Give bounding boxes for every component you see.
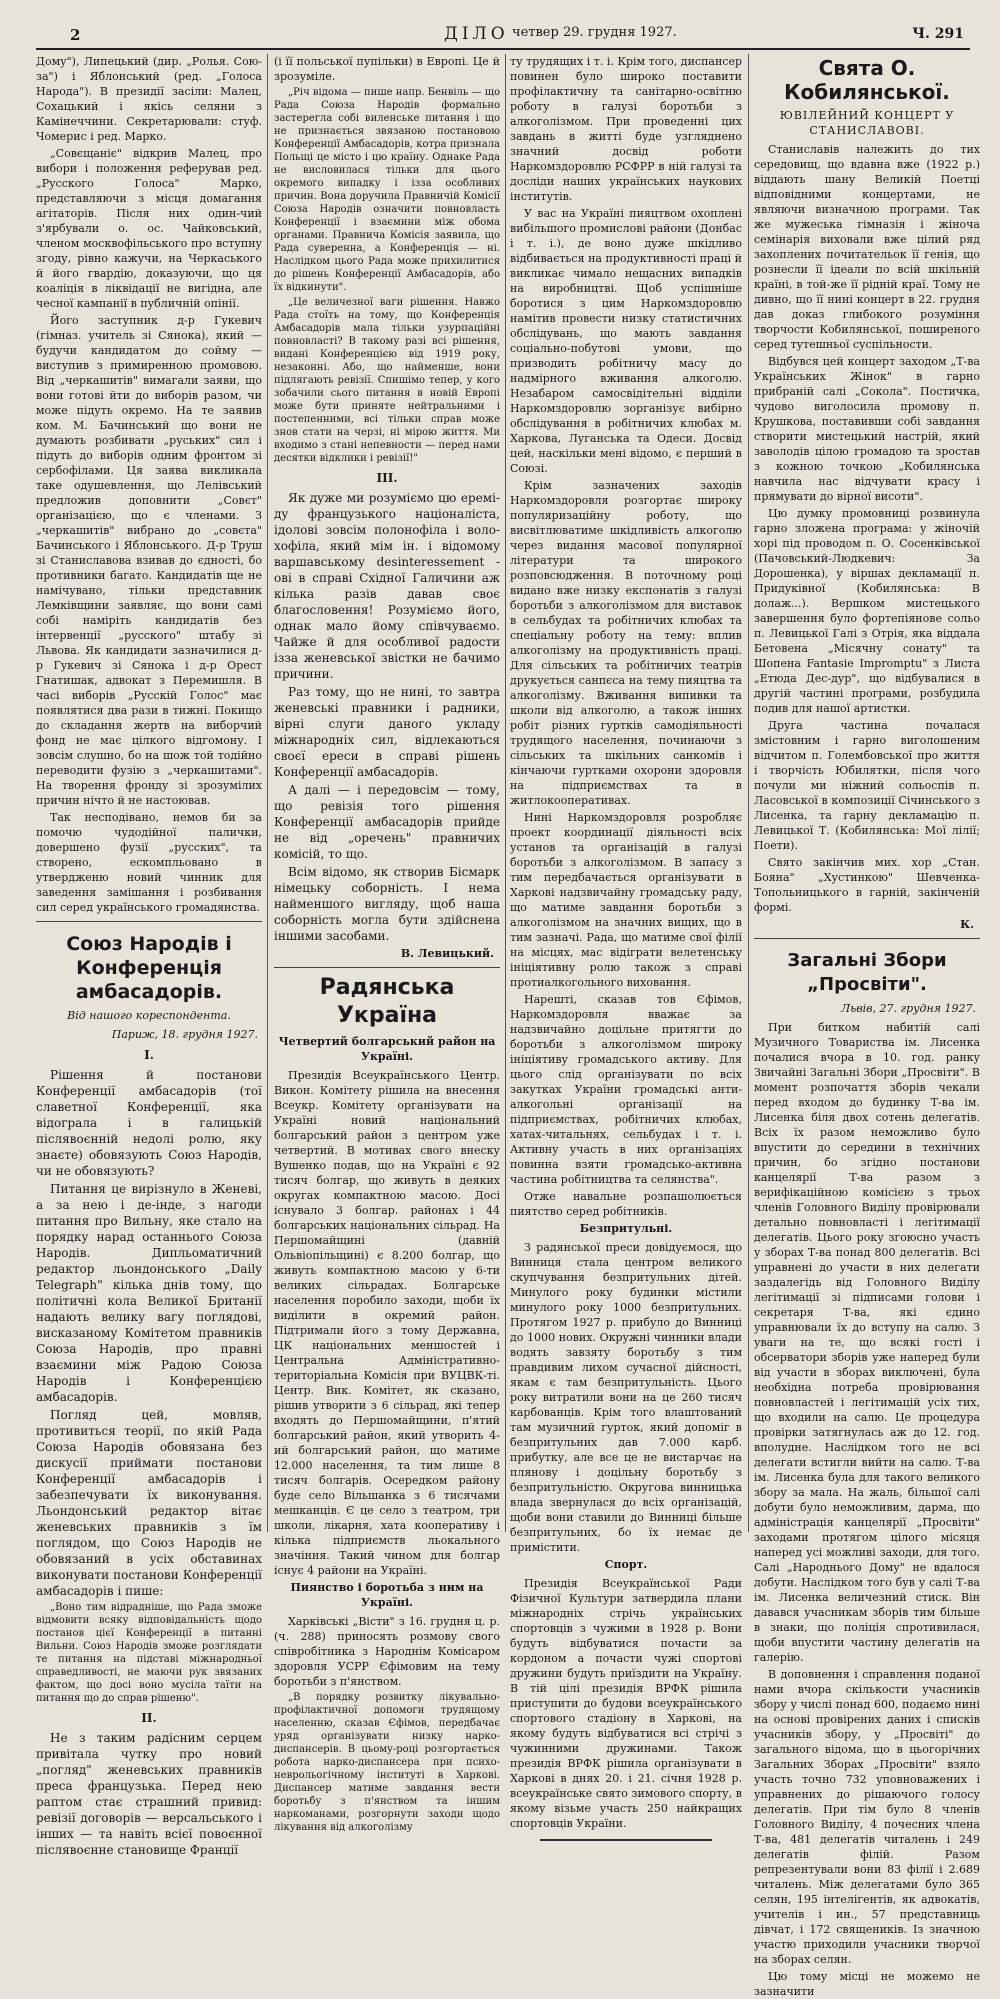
article-text: „Совєщаніє" відкрив Малец, про вибори і положення реферував ред. „Русского Голоса" Марко, представляючи з місця домагання агітаторів. Після них один-чий з'ярбували о. ос. Чайковський, членом москвофільського про вступну згоду, рівно кажучи, на Черкаського й його гвардію, доказуючи, що ця коаліція в ліквідації не вигідна, але чесної кампанії в публичній опінії. bbox=[36, 147, 262, 310]
quote-text: „Це величезної ваги рішення. Навжо Рада стоїть на тому, що Конференція Амбасадорів мала тільки узурпаційні повновласті? В такому разі всі рішення, видані Конференцією від 1919 року, незаконні. Або, що найменше, вони підлягають ревізії. Спишімо тепер, у кого зобачили сього питання в новій Европі може бути приняте нейтральними і постепенними, всі тільки справ може знов стати на черзі, ні мірою життя. Ми входимо з стані непевности — перед нами десятки відклики і ревізії!" bbox=[274, 297, 500, 464]
section-number: II. bbox=[141, 1711, 157, 1725]
subheadline: Четвертий болгарський район на Україні. bbox=[278, 1035, 496, 1063]
column-3 bbox=[510, 54, 742, 1830]
article-text: Крім зазначених заходів Наркомздоровля розгортає широку популяризаційну роботу, що висвітлюватиме шкідливість алкоголю через видання масової популярної літератури та широкого розповсюдження. В поточному році видано вже низку експонатів з галузі боротьби з алкоголізмом для виставок в сельбудах та робітничих клюбах та спеціальну роботу на тему: вплив алкоголізму на продуктивність праці. Для сільських та робітничих театрів друкується санпєса на тему пияцтва та алкоголізму. Вживання випивки та школи від алкоголю, а також інших робіт різних гуртків самодіяльності трудящого населення, починаючи з сільських та шкільних санкомів і кінчаючи гуртками охорони здоровля на підприємствах та в житлокооперативах. bbox=[510, 479, 742, 807]
article-text: Нарешті, сказав тов Єфімов, Наркомздоровля вважає за надзвичайно доцільне притягти до боротьби з алкоголізмом широку ініціятиву громадського активу. Для цього слід організувати по всіх закутках України громадські анти-алкогольні організації на підприємствах, робітничих клюбах, хатах-читальнях, сельбудах і т. і. Активну участь в них органiзаціях повинна взяти громадсько-активна частина робітництва та селянства". bbox=[510, 993, 742, 1186]
dateline: Львів, 27. грудня 1927. bbox=[841, 1002, 976, 1015]
section-headline: Радянська Україна bbox=[319, 975, 455, 1028]
article-text: ту трудящих і т. і. Крім того, диспансер повинен було широко поставити профілактичну та санітарно-освітню роботу в галузі боротьби з алкоголізмом. При проведенні цих завдань в житті буде узгляднено значний досвід роботи Наркомздоровлю РСФРР в ній галузі та досліди наших українських наукових інститутів. bbox=[510, 55, 742, 203]
article-text: Не з таким радісним серцем привітала чутку про новий „погляд" женевських правників преса французька. Перед нею раптом стає страшний привид: ревізії договорів — версальського і інших — та навіть всієї повоєнної післявоєнне становище Франції bbox=[36, 1731, 262, 1857]
article-text: Дому"), Липецький (дир. „Ролья. Сою-за") і Яблонський (ред. „Голоса Народа"). В президії засіли: Малец, Сохацький і якісь селяни з Камінеччини. Секретарювали: стуф. Чомерис і ред. Марко. bbox=[36, 55, 262, 143]
article-text: Відбувся цей концерт заходом „Т-ва Українських Жінок" в гарно прибраній салі „Сокола". Постичка, чудово виголосила промову п. Крушкова, поставивши собі завдання створити мистецький настрій, який заволодів цілою громадою та зростав з кожною точкою „Кобилянська навчила нас відчувати красу і прямувати до вірної висоти". bbox=[754, 355, 980, 503]
column-4 bbox=[754, 54, 980, 1998]
issue-number: Ч. 291 bbox=[912, 26, 964, 42]
article-text: Президія Всеукраїнської Ради Фізичної Культури затвердила плани міжнародніх стрічь українських спортовців з чужими в 1928 р. Вони будуть відбуватися почасти за кордоном а почасти чужі спортові дружини будуть приїздити на Україну. В тій цілі президія ВРФК рішила приступити до будови всеукраїнського спортового стадіону в Харкові, на якому будуть відбуватися всі стрічі з чужинними дружинами. Також президія ВРФК рішила організувати в Харкові в днях 20. і 21. січня 1928 р. всеукраїнське свято зимового спорту, в якому візьме участь 250 найкращих спортовців України. bbox=[510, 1577, 742, 1830]
section-number: I. bbox=[144, 1048, 154, 1062]
article-text: Раз тому, що не нині, то завтра женевські правники і радники, вірні слуги даного укладу міжнародніх сил, відлекаються своєї ереси в справі рішень Конференції амбасадорів. bbox=[274, 685, 500, 779]
column-divider bbox=[505, 54, 506, 1532]
page-number: 2 bbox=[70, 26, 81, 44]
issue-date: четвер 29. грудня 1927. bbox=[512, 25, 677, 40]
article-text: Погляд цей, мовляв, противиться теорії, по якій Рада Союза Народів обовязана без дискусії приймати постанови Конференції амбасадорів і забезпечувати їх виконування. Льондонський редактор вітає женевських правників з їм поглядом, що Союз Народів не обовязаний в усіх обставинах виконувати постанови Конференції амбасадорів і пише: bbox=[36, 1408, 262, 1598]
column-divider bbox=[748, 54, 749, 1532]
article-text: Президія Всеукраїнського Центр. Викон. Комітету рішила на внесення Всеукр. Комітету організувати на Україні новий національний болгарський район з центром уже четвертий. В мотивах свого внеску Вушенко подав, що на Україні є 92 тисяч болгар, що живуть в деяких округах компактною масою. Досі існувало 3 болгар. районах і 44 болгарських національних сільрад. На Першомайщині (давній Ольвіопільщині) є 8.200 болгар, що живуть компактною масою у 6-ти великих сільрадах. Болгарське населення поробило заходи, щоби їх виділити в окремий район. Підтримали його з тому Державна, ЦК національних меншостей і Центральна Адміністративно-територіальна Комісія при ВУЦВК-ті. Центр. Вик. Комітет, як сказано, рішив утворити з 6 сільрад, які тепер входять до Першомайщини, п'ятий болгарський район, який утворить 4-ий болгарський район, що матиме 12.000 населення, та тим лише 8 тисяч болгарів. Осередком району буде село Вільшанка з 6 тисячами мешканців. Є це село з театром, три школи, лікарня, хата кооперативу і кілька підприємств льокального значіння. Такий чином для болгар існує 4 райони на Україні. bbox=[274, 1069, 500, 1577]
article-headline: Загальні Збори „Просвіти". bbox=[787, 950, 947, 995]
article-text: А далі — і передовсім — тому, що ревізія того рішення Конференції амбасадорів прийде не від „оречень" правничих комісій, то що. bbox=[274, 783, 500, 861]
article-text: Друга частина почалася змістовним і гарно виголошеним відчитом п. Голембовської про життя і творчість Юбилятки, після чого почули ми ніжний сольоспів п. Ласовської в композиції Січинського з Лисенка, та гарну декламацію п. Левицької Т. (Кобилянська: Мої лілії; Поети). bbox=[754, 719, 980, 852]
article-text: Як дуже ми розуміємо цю еремі-ду французького націоналіста, ідолові зовсім полонофіла і воло-хофіла, який мім ін. і відомому варшавському desinteressement - ові в справі Східної Галичини аж кілька разів давав своє благословення! Розуміємо його, однак мало йому співчуваємо. Чайже й для особливої радости ізза женевської звістки не бачимо причини. bbox=[274, 491, 500, 681]
article-text: Цю думку промовниці розвинула гарно зложена програма: у жіночій хорі під проводом п. О. Сосенківської (Пачовський-Людкевич: За Дорошенка), у віршах декламації п. Придуківної (Кобилянська: В долаж...). Вершком мистецького завершення було фортепіянове сольо п. Левицької Галі з Отрія, яка віддала Бетовена „Місячну сонату" та Шопена Fantasie Impromptu" з Листа „Етюда Дес-дур", що відбувалися в другій частині програми, розбудила подив для нашої артистки. bbox=[754, 507, 980, 715]
article-text: З радянської преси довідуємося, що Винниця стала центром великого скупчування безпритульних дітей. Минулого року будинки містили минулого року 1000 безпритульних. Протягом 1927 р. прибуло до Винниці до 1000 нових. Окружні чинники влади водять завзяту боротьбу з тим правдивим лихом сучасної дійсності, якам є там безпритульність. Цього року витратили вони на це 260 тисяч карбованців. Крім того влаштований там музичний гурток, який допоміг в безпритульних дав 7.000 карб. прибутку, але все це не вистарчає на плянову і доцільну боротьбу з безпритульністю. Округова винницька влада звернулася до всіх організацій, щоби вони ставили до Винниці більше безпритульних, бо їх немає де примістити. bbox=[510, 1241, 742, 1554]
article-text: При битком набитій салі Музичного Товариства ім. Лисенка почалися вчора в 10. год. ранку Звичайні Загальні Збори „Просвіти". В момент розпочаття зборів чекали перед входом до будинку Т-ва ім. Лисенка біля двох сотень делегатів. Всіх їх разом неможливо було впустити до середини в технічних причин, бо згідно постанови канцелярії Т-ва разом з верифікаційною комісією з трьох членів Головного Виділу провірювали детально повновласті і легітимації делегатів. Цього року згоюсно участь у зборах Т-ва понад 800 делегатів. Всі управнені до участи в них делегати заздалегідь від Головного Виділу легітимації зі підписами голови і секретаря Т-ва, які єдино управнювали їх до вступу на салю. З уваги на те, що всякі гості і обсерватори зборів уже наперед були від участи в зборах виключені, була необхідна потреба провірювання повновластей і легітимацій усіх тих, що входили на салю. Це процедура провірки затягнулась аж до 12. год. вполудне. Наслідком того не всі делегати встигли вийти на салю. Т-ва ім. Лисенка була для такого великого збору за мала. На жаль, більшої салі добути було неможливим, дарма, що адміністрація канцелярії „Просвіти" заходами протягом цілого місяця наперед усі можливі заходи, для того. Салі „Народнього Дому" не вдалося добути. Наслідком того був у салі Т-ва ім. Лисенка величезний стиск. Він давався учасникам зборів тим більше в знаки, що поліція спротивилася, щоби впустити частину делегатів на галерію. bbox=[754, 1021, 980, 1664]
quote-text: „Воно тим відрадніше, що Рада зможе відмовити всяку відповідальність щодо постанов цієї Конференції в питанні Вильни. Союз Народів зможе розглядати те питання на підставі міжнародньої справедливості, не маючи рук звязаних фактом, що досі воно мусіла таїти на питання що до справ рішеню". bbox=[36, 1602, 262, 1704]
article-divider bbox=[274, 967, 500, 968]
section-number: III. bbox=[376, 471, 398, 485]
subheadline: ЮВІЛЕЙНИЙ КОНЦЕРТ У СТАНИСЛАВОВІ. bbox=[779, 109, 955, 137]
article-text: Свято закінчив мих. хор „Стан. Бояна" „Хустинкою" Шевченка-Топольницького в гарній, закінченій формі. bbox=[754, 856, 980, 914]
subheadline: Спорт. bbox=[604, 1558, 648, 1571]
quote-text: „В порядку розвитку лікувально-профілактичної допомоги трудящому населенню, сказав Єфімов, передбачає уряд організувати низку нарко-диспансерів. В цьому-році розгортається робота нарко-диспансера при психо-неврольогічному інституті в Харкові. Диспансер матиме завдання вести боротьбу з п'янством та іншим наркоманами, розгорнути заходи щодо лікування від алкоголізму bbox=[274, 1692, 500, 1833]
article-divider bbox=[36, 921, 262, 922]
dateline: Париж, 18. грудня 1927. bbox=[111, 1028, 258, 1041]
author-signature: К. bbox=[960, 918, 974, 931]
subheadline: Пиянство і боротьба з ним на Україні. bbox=[290, 1581, 484, 1609]
author-signature: В. Левицький. bbox=[400, 947, 494, 960]
article-text: Харківські „Вісти" з 16. грудня ц. р. (ч. 288) приносять розмову свого співробітника з Народнім Комісаром здоровля УСРР Єфімовим на тему боротьби з п'янством. bbox=[274, 1615, 500, 1688]
newspaper-title: ДІЛО bbox=[444, 24, 509, 44]
article-text: В доповнення і справлення поданої нами вчора скількости учасників збору у числі понад 600, подаємо нині на основі провірених даних і списків учасників збору, у „Просвіті" до загального відома, що в цьогорічних Загальних Зборах „Просвіти" взяло участь точно 732 уповноважених і управнених до рішаючого голосу делегатів. При тім було 8 членів Головного Виділу, 4 почесних члена Т-ва, 481 делегатів читалень і 249 делегатів філій. Разом репрезентували вони 83 філії і 2.689 читалень. Між делегатами було 365 селян, 195 інтелігентів, як адвокатів, учителів і ин., 57 представниць дівчат, і 172 священиків. Із значною участю приходили учасники творчої на зборах селян. bbox=[754, 1668, 980, 1966]
column-1 bbox=[36, 54, 262, 1857]
column-2 bbox=[274, 54, 501, 1833]
quote-text: „Річ відома — пише напр. Бенвіль — що Рада Союза Народів формально застерегла собі виленське питання і що не признається звязаною постановою Конференції Амбасадорів, котра признала Польщі це місто і цю країну. Однаке Рада не висловилася тільки для цього окремого випадку і ізза особливих причин. Вона доручила Правничій Комісії Союза Народів означити повновласть Конференції і взаємини між обома органами. Правнича Комісія заявила, що Рада суверенна, а Конференція — ні. Наслідком цього Рада може прихилитися до рішень Конференції Амбасадорів, або їх відкинути". bbox=[274, 87, 501, 293]
article-text: Отже навальне розпашолюється пиятство серед робітників. bbox=[510, 1190, 742, 1218]
article-divider bbox=[754, 938, 980, 939]
article-text: Всім відомо, як створив Бісмарк німецьку соборність. І нема найменшого вигляду, щоб наша соборність могла бути здійснена іншими засобами. bbox=[274, 865, 500, 943]
column-divider bbox=[267, 54, 268, 1532]
article-text: Питання це вирізнуло в Женеві, а за нею і де-інде, з нагоди питання про Вильну, яке стало на порядку нарад останнього Союза Народів. Дипльоматичний редактор льондонського „Daily Telegraph" кілька днів тому, що політичні кола Великої Британії надають велику вагу поглядові, висказаному Комітетом правників Союза Народів, про правні взаємини між Радою Союза Народів і Конференцією амбасадорів. bbox=[36, 1182, 262, 1404]
article-text: (і її польської пупільки) в Европі. Це й зрозуміле. bbox=[274, 55, 500, 83]
article-text: У вас на Україні пияцтвом охоплені вибільшого промисловi райони (Донбас і т. і.), де воно дуже шкідливо відбивається на продуктивності праці й викликає чимало нещасних випадків на виробництві. Щоб успішніше боротися з цим Наркомздоровлю намітив провести низку статистичних обслідувань, що мають завдання соціально-побутові умови, що призводить робітничу масу до надмірного вживання алкоголю. Незабаром самосвідітельні відділи Наркомздоровлю зорганізує вибірно обслідування в робітничих клюбах м. Харкова, Луганська та Одеси. Досвід цей, наскільки мені відомо, є перший в Союзі. bbox=[510, 207, 742, 475]
article-headline: Союз Народів і Конференція амбасадорів. bbox=[66, 933, 232, 1003]
article-text: Станиславів належить до тих середовищ, що вдавна вже (1922 р.) віддають шану Великій Поетці відповідними концертами, не являючи визначною програми. Так же мужеська гімназія і жіноча семінарія виховали вже цілий ряд захоплених почитательок її генія, що рознесли її ідеали по всій шкільній країні, в той-же її рідній краї. Тому не дивно, що її нині концерт в 22. грудня дав доказ глибокого розуміння творчости Кобилянської, поширеного серед тутешньої суспільности. bbox=[754, 143, 980, 351]
masthead bbox=[36, 20, 970, 50]
article-text: Так несподівано, немов би за помочю чудодійної палички, довершено фузії „русских", та створено, ескомпльовано в утвердженю новий чинник для заведення замішання і розбивання сил серед українського громадянства. bbox=[36, 811, 262, 914]
correspondent-line: Від нашого кореспондента. bbox=[67, 1009, 231, 1022]
article-divider bbox=[540, 1839, 712, 1841]
article-headline: Свята О. Кобилянської. bbox=[784, 56, 950, 104]
subheadline: Безпритульні. bbox=[579, 1222, 673, 1235]
article-text: Його заступник д-р Гукевич (гімназ. учитель зі Сянока), який — будучи кандидатом до сойму — виступив з примиренною промовою. Від „черкашитів" вимагали заяви, що вони готові йти до виборів разом, чи може підуть окремо. На те заявив ком. М. Бачинський що вони не думають розбивати „руських" сил і підуть до виборів одним фронтом зі сербофілами. Ця заява викликала таке одушевлення, що Лелівський предложив доповнити „Совєт" організацією, що є членами. З „черкашитів" вибрано до „совєта" Бачинського і Яблонського. Д-р Труш зі Станиславова взивав до єдності, бо противники багато. Кандидатів ще не намічувано, тільки представник Лемківщини заявляє, що вони самі собі наміріть кандидатів без інтервенції „русского" штабу зі Львова. Як кандидати зазначилися д-р Гукевич зі Сянока і д-р Орест Гнатишак, адвокат з Перемишля. В часі виборів „Русскій Голос" має появлятися два рази в тижні. Покищо до складання жертв на виборчий фонд не має цілкого відгомону. І зовсім слушно, бо на шож той тодійно переводити фузію з „черкашитами". На творення фронду зі зрозумілих причин нічто й не настоював. bbox=[36, 314, 262, 807]
article-text: Цю тому місці не можемо не зазначити bbox=[754, 1970, 980, 1998]
article-text: Рішення й постанови Конференції амбасадорів (тої славетної Конференції, яка відограла і в галицькій післявоєнній недолі ролю, яку знаєте) обовязують Союз Народів, чи не обовязують? bbox=[36, 1068, 262, 1178]
article-text: Нині Наркомздоровля розробляє проект координації діяльності всіх установ та організацій в галузі боротьби з алкоголізмом. В запасу з тим передбачається організувати в Харкові надзвичайну громадську раду, що матиме завдання боротьби з алкоголізмом на значних вищих, що в тим зазначі. Рада, що матиме свої філії на місцях, мас відіграти велетенську ініціятивну ролю також з справі протиалкогольного виховання. bbox=[510, 811, 742, 989]
